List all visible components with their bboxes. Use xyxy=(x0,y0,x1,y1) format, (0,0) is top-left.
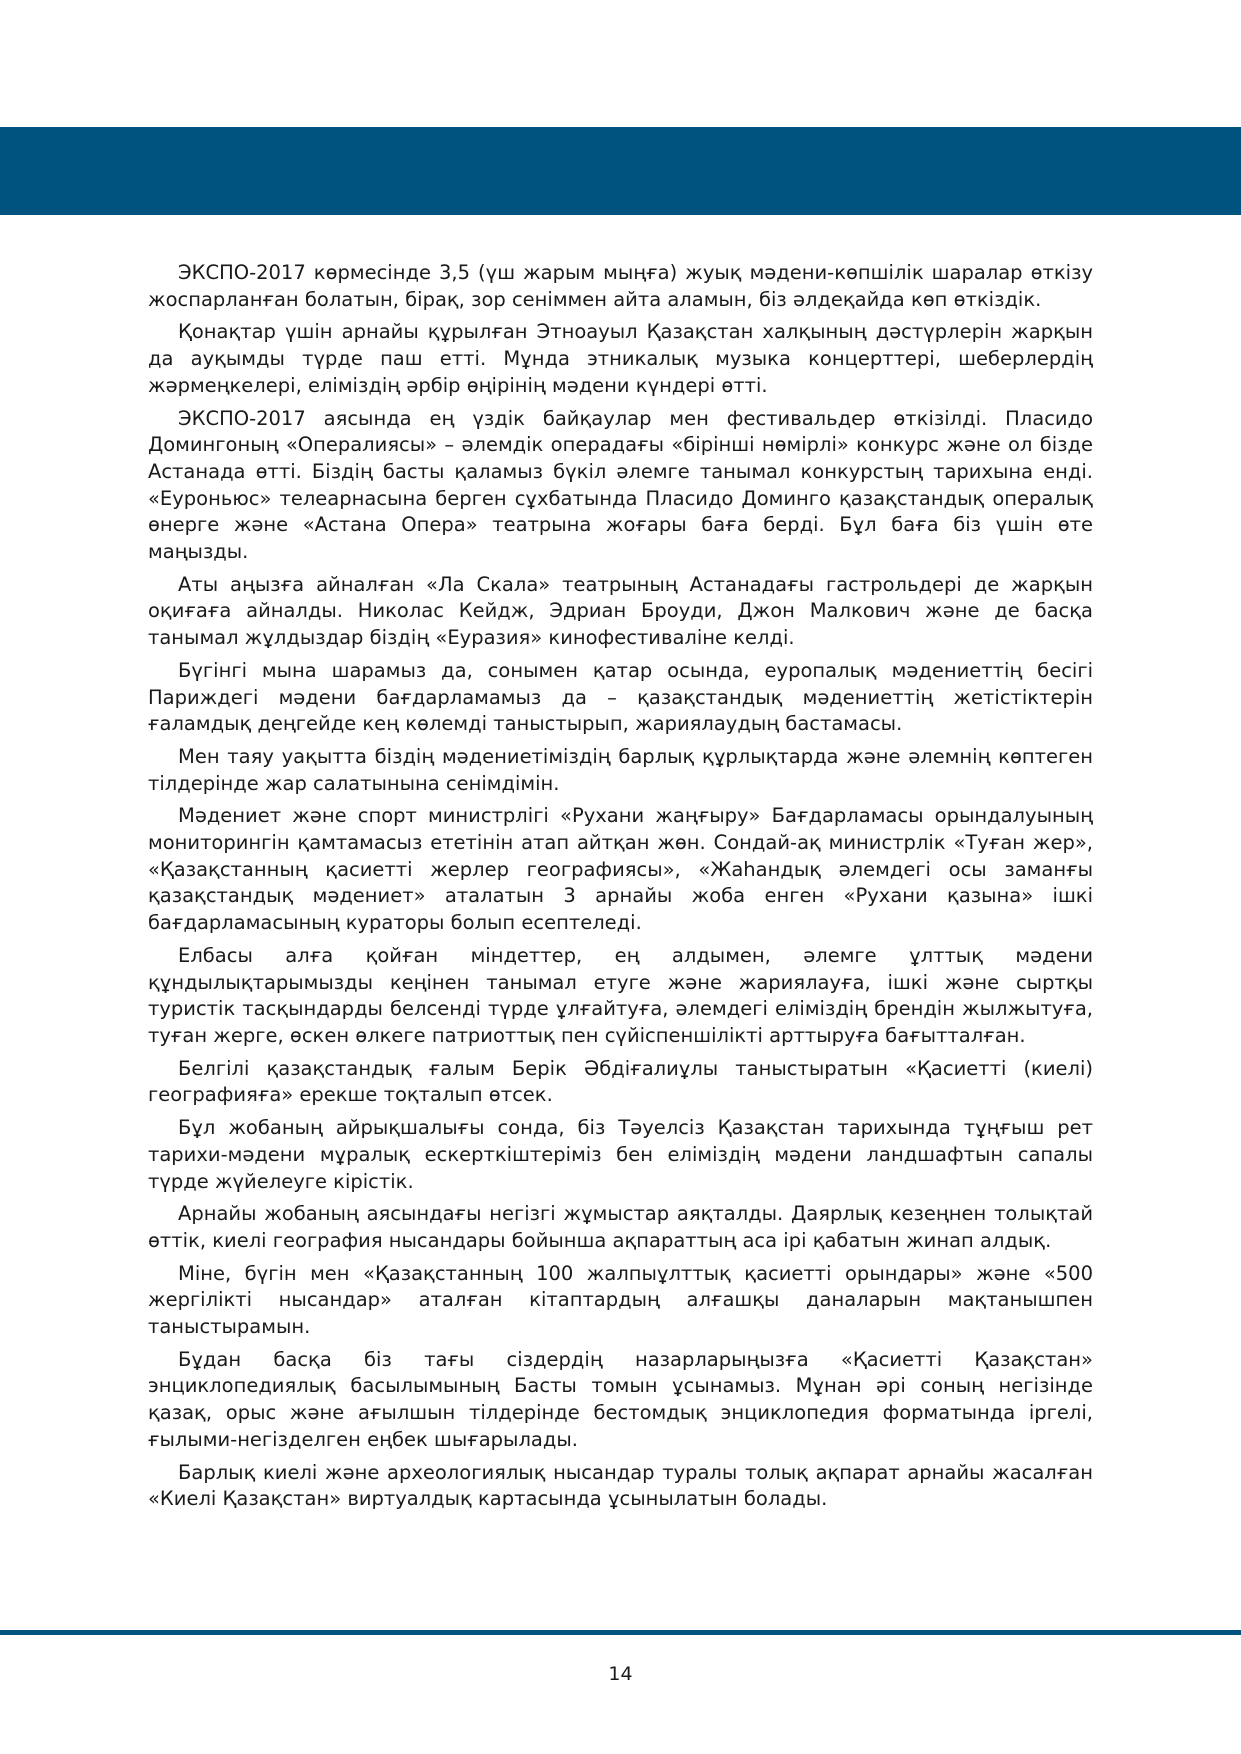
paragraph: ЭКСПО-2017 аясында ең үздік байқаулар мен фестивальдер өткізілді. Пласидо Домингоның «Опералиясы» – әлемдік операдағы «бірінші нөмірлі» конкурс және ол бізде Астанада өтті. Біздің басты қаламыз бүкіл әлемге танымал конкурстың тарихына енді. «Еуроньюс» телеарнасына берген сұхбатында Пласидо Доминго қазақстандық оперaлық өнерге және «Астана Опера» театрына жоғары баға берді. Бұл баға біз үшін өте маңызды. xyxy=(148,406,1093,564)
paragraph: Бұдан басқа біз тағы сіздердің назарларыңызға «Қасиетті Қазақстан» энциклопедиялық басылымының Басты томын ұсынамыз. Мұнан әрі соның негізінде қазақ, орыс және ағылшын тілдерінде бестомдық энциклопедия форматында іргелі, ғылыми-негізделген еңбек шығарылады. xyxy=(148,1347,1093,1451)
paragraph: Барлық киелі және археологиялық нысандар туралы толық ақпарат арнайы жасалған «Киелі Қазақстан» виртуалдық картасында ұсынылатын болады. xyxy=(148,1460,1093,1511)
paragraph: Бүгінгі мына шарамыз да, сонымен қатар осында, еуропалық мәдениеттің бесігі Париждегі мәдени бағдарламамыз да – қазақстандық мәдениеттің жетістіктерін ғаламдық деңгейде кең көлемді таныстырып, жариялаудың бастамасы. xyxy=(148,658,1093,736)
paragraph: Мәдениет және спорт министрлігі «Рухани жаңғыру» Бағдарламасы орындалуының мониторингін қамтамасыз ететінін атап айтқан жөн. Сондай-ақ министрлік «Туған жер», «Қазақстанның қасиетті жерлер географиясы», «Жаhандық әлемдегі осы заманғы қазақстандық мәдениет» аталатын 3 арнайы жоба енген «Рухани қазына» ішкі бағдарламасының кураторы болып есептеледі. xyxy=(148,804,1093,935)
paragraph: Міне, бүгін мен «Қазақстанның 100 жалпыұлттық қасиетті орындары» және «500 жергілікті нысандар» аталған кітаптардың алғашқы даналарын мақтанышпен таныстырамын. xyxy=(148,1261,1093,1339)
header-band xyxy=(0,127,1241,215)
paragraph: Қонақтар үшін арнайы құрылған Этноауыл Қазақстан халқының дәстүрлерін жарқын да ауқымды түрде паш етті. Мұнда этникалық музыка концерттері, шеберлердің жәрмеңкелері, еліміздің әрбір өңірінің мәдени күндері өтті. xyxy=(148,320,1093,397)
footer-rule xyxy=(0,1630,1241,1635)
paragraph: Елбасы алға қойған міндеттер, ең алдымен, әлемге ұлттық мәдени құндылықтарымызды кеңінен танымал етуге және жариялауға, ішкі және сыртқы туристік тасқындарды белсенді түрде ұлғайтуға, әлемдегі еліміздің брендін жылжытуға, туған жерге, өскен өлкеге патриоттық пен сүйіспеншілікті арттыруға бағытталған. xyxy=(148,943,1093,1047)
paragraph: Аты аңызға айналған «Ла Скала» театрының Астанадағы гастрольдері де жарқын оқиғаға айналды. Николас Кейдж, Эдриан Броуди, Джон Малкович және де басқа танымал жұлдыздар біздің «Еуразия» кинофестиваліне келді. xyxy=(148,572,1093,650)
paragraph: Арнайы жобаның аясындағы негізгі жұмыстар аяқталды. Даярлық кезеңнен толықтай өттік, киелі география нысандары бойынша ақпараттың аса ірі қабатын жинап алдық. xyxy=(148,1202,1093,1252)
page-number: 14 xyxy=(608,1663,633,1685)
paragraph: Бұл жобаның айрықшалығы сонда, біз Тәуелсіз Қазақстан тарихында тұңғыш рет тарихи-мәдени мұралық ескерткіштеріміз бен еліміздің мәдени ландшафтын сапалы түрде жүйелеуге кірістік. xyxy=(148,1116,1093,1193)
paragraph: ЭКСПО-2017 көрмесінде 3,5 (үш жарым мыңға) жуық мәдени-көпшілік шаралар өткізу жоспарланған болатын, бірақ, зор сеніммен айта аламын, біз әлдеқайда көп өткіздік. xyxy=(148,261,1093,311)
paragraph: Белгілі қазақстандық ғалым Берік Әбдіғалиұлы таныстыратын «Қасиетті (киелі) географияға» ерекше тоқталып өтсек. xyxy=(148,1056,1093,1107)
document-body xyxy=(148,260,1093,1519)
paragraph: Мен таяу уақытта біздің мәдениетіміздің барлық құрлықтарда және әлемнің көптеген тілдерінде жар салатынына сенімдімін. xyxy=(148,744,1093,795)
